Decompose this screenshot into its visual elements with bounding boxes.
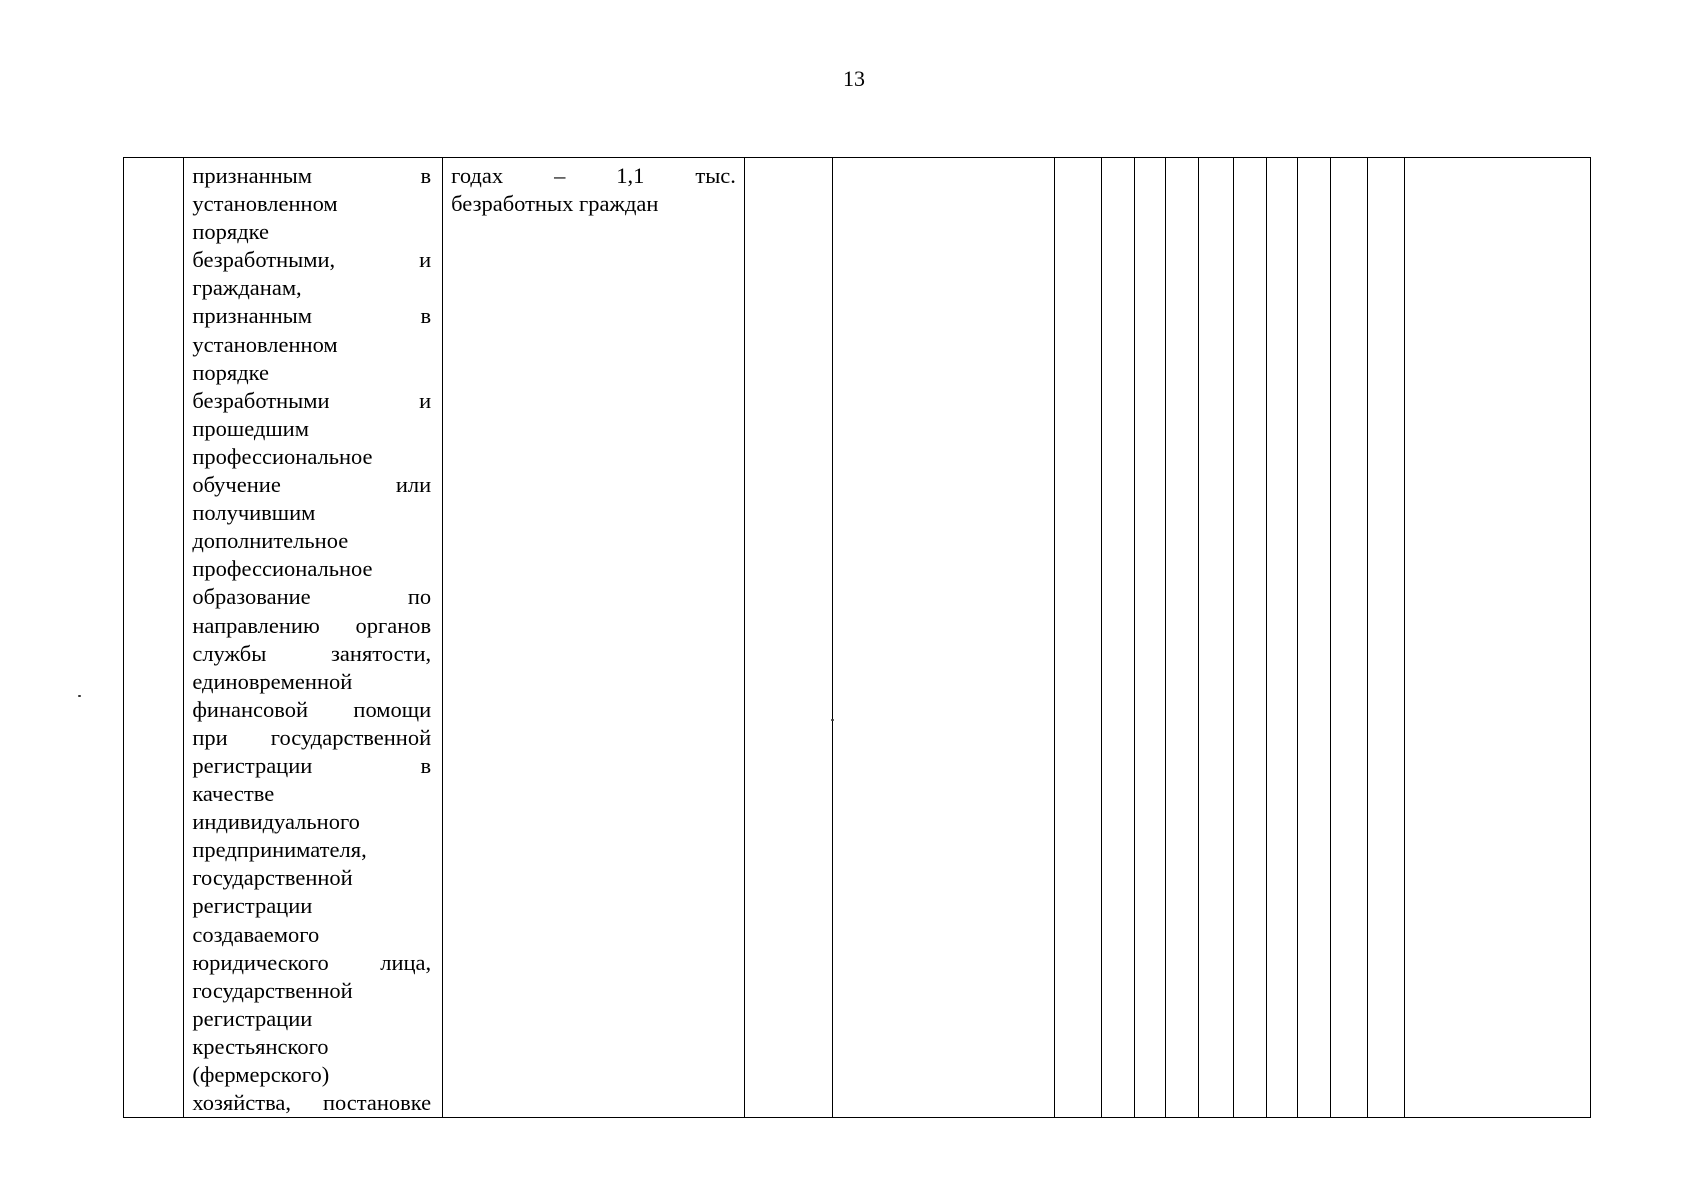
text-line: порядке bbox=[192, 359, 270, 385]
text-line: обучение или bbox=[192, 472, 432, 498]
text-line: государственной bbox=[192, 977, 353, 1003]
cell-col4 bbox=[744, 158, 832, 1118]
text-line: годах – 1,1 тыс. bbox=[451, 163, 736, 188]
text-line: единовременной bbox=[192, 668, 353, 694]
text-line: индивидуального bbox=[192, 809, 360, 835]
cell-col16 bbox=[1404, 158, 1590, 1118]
text-line: крестьянского bbox=[192, 1033, 329, 1059]
text-line: профессиональное bbox=[192, 443, 373, 469]
text-line: гражданам, bbox=[192, 275, 302, 301]
text-line: прошедшим bbox=[192, 415, 309, 441]
text-line: направлению органов bbox=[192, 612, 432, 638]
text-line: создаваемого bbox=[192, 921, 320, 947]
cell-col7 bbox=[1101, 158, 1134, 1118]
table-row bbox=[124, 158, 1591, 1118]
text-line: при государственной bbox=[192, 724, 432, 750]
cell-expected-result bbox=[443, 158, 745, 1118]
cell-col6 bbox=[1054, 158, 1101, 1118]
scan-speck bbox=[831, 719, 834, 721]
text-line: установленном bbox=[192, 191, 338, 217]
scan-speck bbox=[78, 695, 81, 697]
text-line: признанным в bbox=[192, 303, 432, 329]
text-line: государственной bbox=[192, 865, 353, 891]
text-line: получившим bbox=[192, 500, 316, 526]
cell-col11 bbox=[1233, 158, 1266, 1118]
cell-col12 bbox=[1266, 158, 1298, 1118]
text-line: качестве bbox=[192, 781, 275, 807]
text-line: установленном bbox=[192, 331, 338, 357]
text-line: образование по bbox=[192, 584, 432, 610]
cell-col8 bbox=[1134, 158, 1166, 1118]
text-line: признанным в bbox=[192, 163, 432, 188]
text-line: хозяйства, постановке bbox=[192, 1090, 432, 1116]
text-line: дополнительное bbox=[192, 528, 349, 554]
cell-col10 bbox=[1199, 158, 1234, 1118]
text-line: предпринимателя, bbox=[192, 837, 367, 863]
program-table bbox=[123, 157, 1591, 1118]
cell-col13 bbox=[1298, 158, 1331, 1118]
cell-col15 bbox=[1367, 158, 1404, 1118]
text-line: регистрации в bbox=[192, 752, 432, 778]
text-line: регистрации bbox=[192, 1005, 313, 1031]
text-line: безработными, и bbox=[192, 247, 432, 273]
cell-col5 bbox=[832, 158, 1054, 1118]
cell-number bbox=[124, 158, 184, 1118]
page-number: 13 bbox=[843, 66, 865, 91]
text-line: финансовой помощи bbox=[192, 696, 432, 722]
text-line: безработных граждан bbox=[451, 191, 659, 217]
cell-col9 bbox=[1166, 158, 1199, 1118]
cell-measure-description bbox=[184, 158, 443, 1118]
text-line: безработными и bbox=[192, 387, 432, 413]
text-line: порядке bbox=[192, 219, 270, 245]
text-line: регистрации bbox=[192, 893, 313, 919]
text-line: (фермерского) bbox=[192, 1062, 330, 1087]
cell-col14 bbox=[1331, 158, 1368, 1118]
text-line: профессиональное bbox=[192, 556, 373, 582]
text-line: службы занятости, bbox=[192, 640, 432, 666]
text-line: юридического лица, bbox=[192, 949, 432, 975]
